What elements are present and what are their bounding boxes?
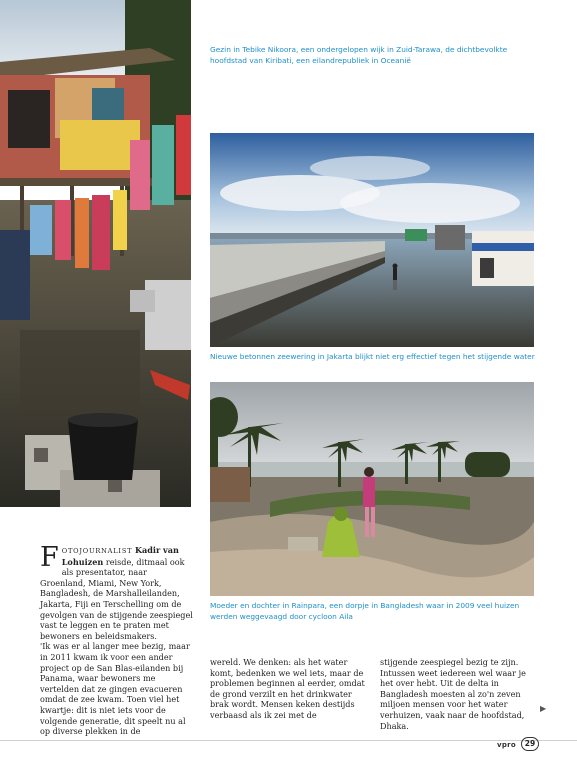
photo-bangladesh-rainpara — [210, 382, 534, 596]
page-number-badge: 29 — [521, 737, 539, 751]
continue-arrow-icon: ▶ — [540, 704, 547, 713]
column-2-text: wereld. We denken: als het water komt, bedenken we wel iets, maar de problemen beginnen al eerder, omdat de grond verzilt en het drinkwater brak wordt. Mensen keken destijds verbaasd als ik zei met de — [210, 657, 365, 720]
column-1-paragraph-2: 'Ik was er al langer mee bezig, maar in 2011 kwam ik voor een ander project op de San Blas-eilanden bij Panama, waar bewoners me vertelden dat ze gingen evacueren omdat de zee kwam. Toen viel het kwartje: dit is niet iets voor de volgende generatie, dit speelt nu al op diverse plekken in de — [40, 641, 190, 737]
lead-smallcaps: OTOJOURNALIST — [61, 547, 133, 555]
article-column-2 — [210, 657, 370, 721]
photo-jakarta-seawall — [210, 133, 534, 347]
photo-kiribati-flooded-house — [0, 0, 191, 507]
article-column-3 — [380, 657, 540, 731]
column-1-text: reisde, ditmaal ook als presentator, naar Groenland, Miami, New York, Bangladesh, de Marshalleilanden, Jakarta, Fiji en Terschelling om de gevolgen van de stijgende zeespiegel vast te leggen en te praten met bewoners en beleidsmakers. — [40, 556, 193, 641]
column-3-text: stijgende zeespiegel bezig te zijn. Intussen weet iedereen wel waar je het over hebt. Uit de delta in Bangladesh moesten al zo'n zeven miljoen mensen voor het water verhuizen, vaak naar de hoofdstad, Dhaka. — [380, 657, 526, 731]
caption-kiribati: Gezin in Tebike Nikoora, een ondergelopen wijk in Zuid-Tarawa, de dichtbevolkte hoofdstad van Kiribati, een eilandrepubliek in Oceanië — [210, 45, 508, 65]
footer-brand-logo: vpro — [497, 741, 517, 749]
caption-jakarta: Nieuwe betonnen zeewering in Jakarta blijkt niet erg effectief tegen het stijgende water — [210, 352, 535, 361]
footer-divider — [0, 740, 577, 741]
author-name: Kadir van Lohuizen — [61, 545, 179, 567]
caption-bangladesh: Moeder en dochter in Rainpara, een dorpje in Bangladesh waar in 2009 veel huizen werden weggevaagd door cycloon Aila — [210, 601, 520, 621]
dropcap: F — [40, 542, 59, 573]
article-column-1 — [40, 542, 194, 737]
